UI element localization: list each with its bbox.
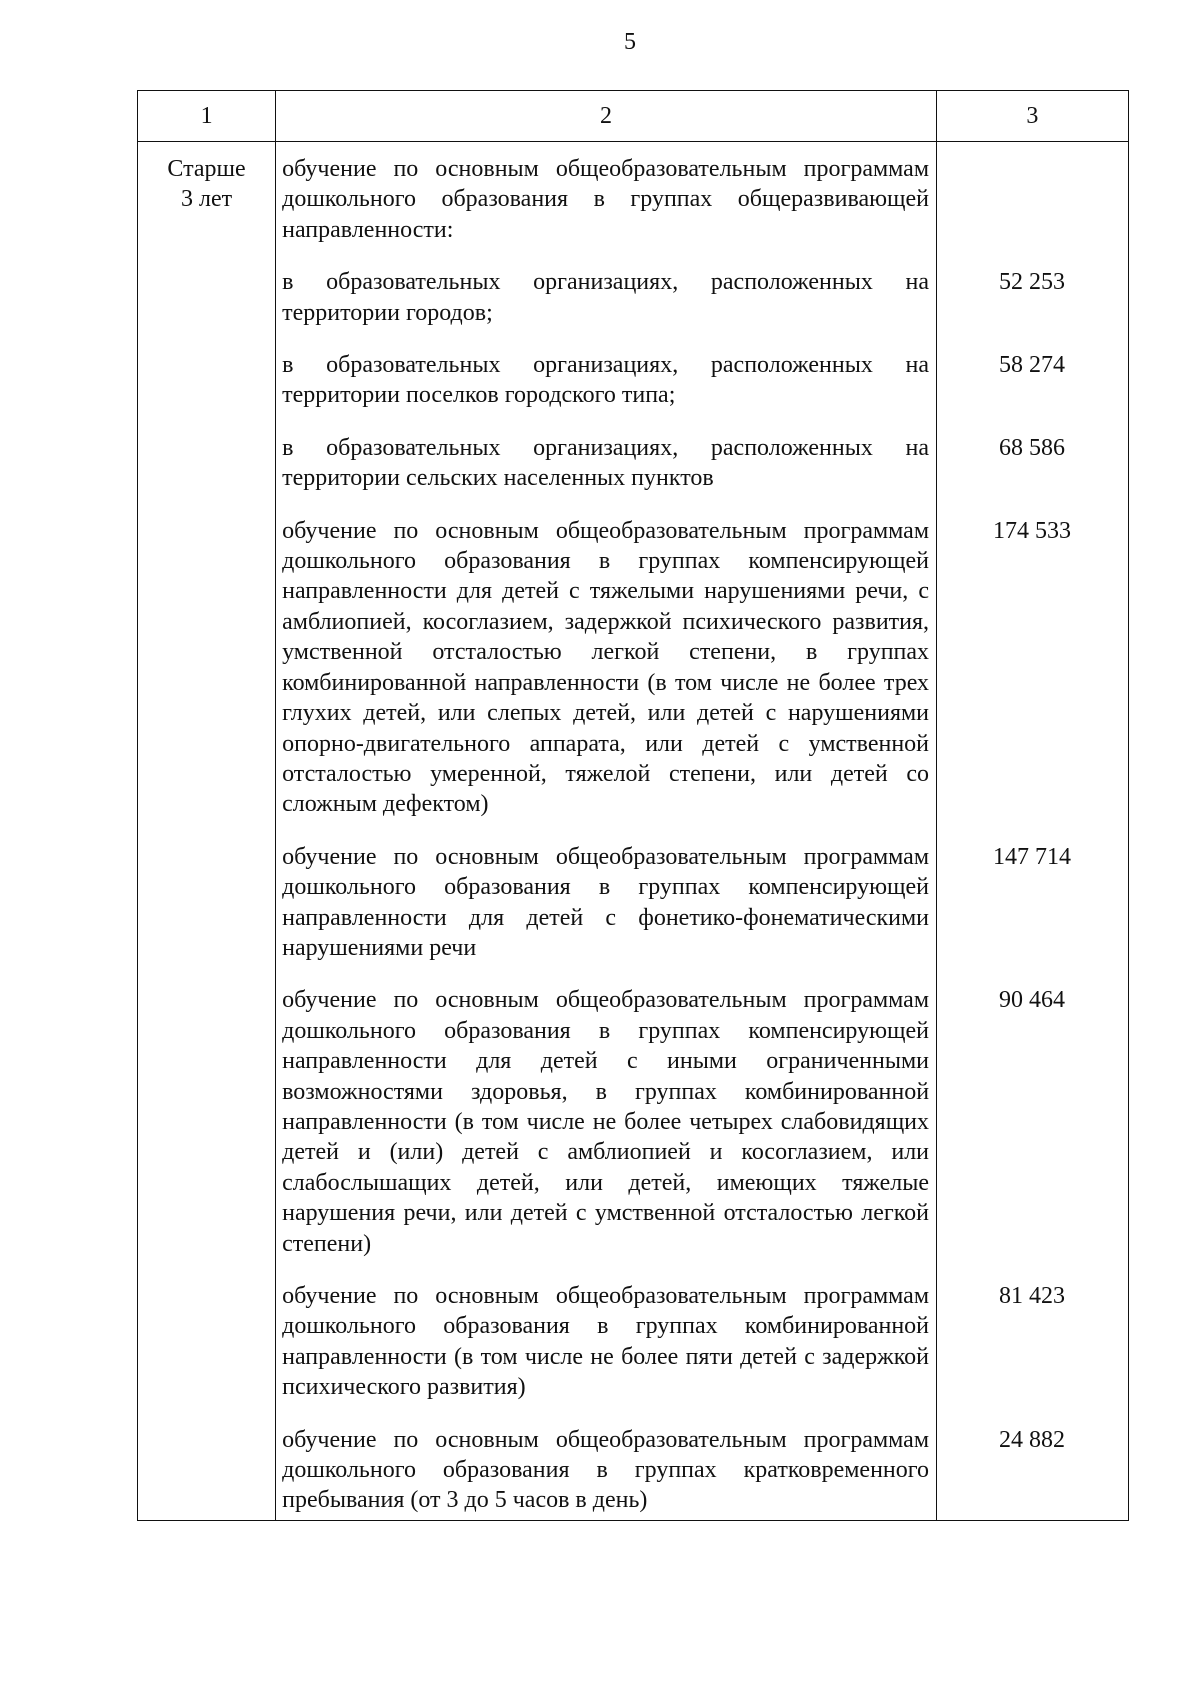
table-row bbox=[276, 1425, 1128, 1516]
table-header-row bbox=[138, 91, 1129, 142]
table-row bbox=[276, 842, 1128, 964]
row-value: 68 586 bbox=[999, 434, 1066, 461]
table-row bbox=[276, 1281, 1128, 1403]
row-value: 147 714 bbox=[993, 843, 1072, 870]
row-value: 81 423 bbox=[999, 1283, 1066, 1309]
row-value: 52 253 bbox=[999, 269, 1066, 296]
table-row bbox=[276, 433, 1128, 494]
row-gap bbox=[276, 411, 1128, 433]
row-description: обучение по основным общеобразовательным программам дошкольного образования в группах комбинированной направленности (в том числе не более пяти детей с задержкой психического развития) bbox=[282, 1283, 930, 1401]
row-gap bbox=[276, 1259, 1128, 1281]
row-gap bbox=[276, 328, 1128, 350]
header-col-3: 3 bbox=[936, 91, 1128, 142]
row-gap bbox=[276, 963, 1128, 985]
page-number: 5 bbox=[624, 29, 636, 55]
row-description: в образовательных организациях, расположенных на территории городов; bbox=[282, 269, 930, 326]
content-cell bbox=[276, 142, 1129, 1521]
intro-text: обучение по основным общеобразовательным программам дошкольного образования в группах общеразвивающей направленности: bbox=[282, 156, 930, 243]
table-row bbox=[276, 516, 1128, 820]
row-value: 174 533 bbox=[993, 517, 1072, 544]
header-col-2: 2 bbox=[276, 91, 937, 142]
row-value: 24 882 bbox=[999, 1426, 1066, 1453]
table-row bbox=[276, 350, 1128, 411]
row-value: 90 464 bbox=[999, 987, 1066, 1014]
row-description: обучение по основным общеобразовательным программам дошкольного образования в группах компенсирующей направленности для детей с иными ограниченными возможностями здоровья, в группах комбинированной направленности (в том числе не более четырех слабовидящих детей и (или) детей с амблиопией и косоглазием, или слабослышащих детей, или детей, имеющих тяжелые нарушения речи, или детей с умственной отсталостью легкой степени) bbox=[282, 987, 930, 1257]
row-gap bbox=[276, 820, 1128, 842]
header-col-1: 1 bbox=[138, 91, 276, 142]
rates-table bbox=[137, 90, 1129, 1521]
table-row bbox=[276, 985, 1128, 1259]
age-group-label: Старше 3 лет bbox=[167, 156, 246, 213]
intro-entry bbox=[276, 154, 1128, 245]
entries-list bbox=[276, 154, 1128, 1516]
row-description: в образовательных организациях, расположенных на территории сельских населенных пунктов bbox=[282, 434, 930, 492]
column-divider bbox=[936, 142, 937, 1520]
intro-value bbox=[936, 154, 1128, 245]
row-value: 58 274 bbox=[999, 352, 1066, 379]
row-description: обучение по основным общеобразовательным программам дошкольного образования в группах кратковременного пребывания (от 3 до 5 часов в день) bbox=[282, 1426, 930, 1514]
row-gap bbox=[276, 494, 1128, 516]
age-group-cell bbox=[138, 142, 276, 1521]
table-row bbox=[276, 267, 1128, 328]
table-body-row bbox=[138, 142, 1129, 1521]
row-description: обучение по основным общеобразовательным программам дошкольного образования в группах компенсирующей направленности для детей с тяжелыми нарушениями речи, с амблиопией, косоглазием, задержкой психического развития, умственной отсталостью легкой степени, в группах комбинированной направленности (в том числе не более трех глухих детей, или слепых детей, или детей с нарушениями опорно-двигательного аппарата, или детей с умственной отсталостью умеренной, тяжелой степени, или детей со сложным дефектом) bbox=[282, 517, 930, 818]
row-description: в образовательных организациях, расположенных на территории поселков городского типа; bbox=[282, 352, 930, 409]
row-gap bbox=[276, 245, 1128, 267]
row-gap bbox=[276, 1403, 1128, 1425]
row-description: обучение по основным общеобразовательным программам дошкольного образования в группах компенсирующей направленности для детей с фонетико-фонематическими нарушениями речи bbox=[282, 843, 930, 961]
